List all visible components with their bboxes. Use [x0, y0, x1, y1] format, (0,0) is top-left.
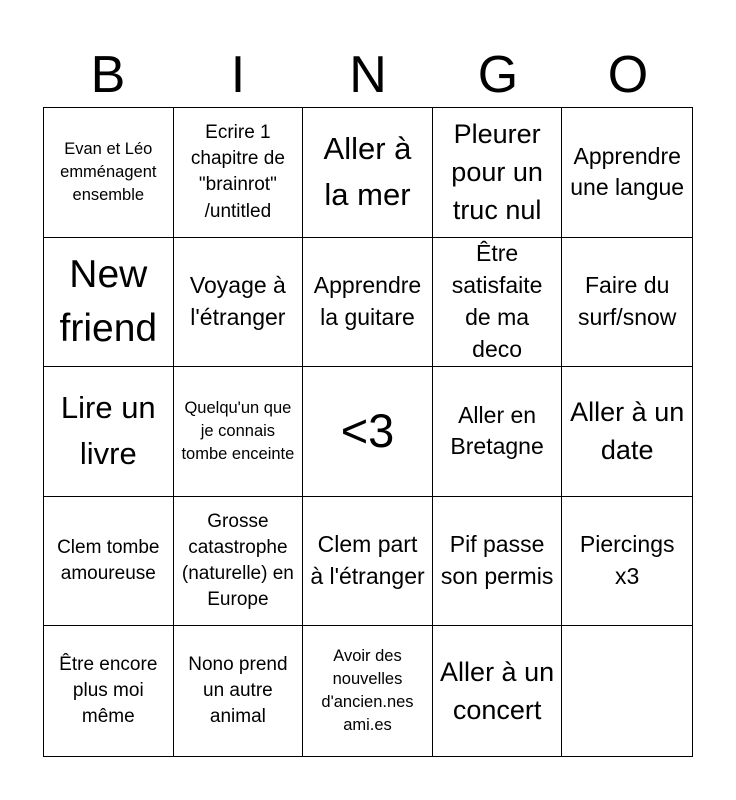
- bingo-header: [43, 42, 693, 108]
- bingo-cell-r5-c4[interactable]: [433, 626, 563, 756]
- bingo-cell-r3-c1[interactable]: [44, 367, 174, 497]
- header-letter-g: G: [477, 46, 519, 104]
- bingo-cell-text: Aller à la mer: [323, 130, 412, 213]
- bingo-cell-text: Pif passe son permis: [440, 531, 554, 590]
- header-letter-o: O: [607, 46, 649, 104]
- bingo-cell-r4-c2[interactable]: [174, 497, 304, 627]
- bingo-cell-r5-c3[interactable]: [303, 626, 433, 756]
- bingo-cell-r1-c5[interactable]: [562, 108, 692, 238]
- bingo-cell-text: Clem tombe amoureuse: [57, 536, 160, 585]
- bingo-cell-r1-c4[interactable]: [433, 108, 563, 238]
- bingo-cell-r4-c3[interactable]: [303, 497, 433, 627]
- bingo-cell-text: Pleurer pour un truc nul: [451, 118, 543, 226]
- bingo-cell-text: Être satisfaite de ma deco: [451, 240, 543, 362]
- bingo-cell-r2-c2[interactable]: [174, 238, 304, 368]
- bingo-cell-text: New friend: [59, 253, 158, 350]
- bingo-cell-r4-c1[interactable]: [44, 497, 174, 627]
- bingo-cell-r4-c5[interactable]: [562, 497, 692, 627]
- bingo-cell-r1-c3[interactable]: [303, 108, 433, 238]
- bingo-cell-r1-c2[interactable]: [174, 108, 304, 238]
- bingo-cell-r3-c3[interactable]: [303, 367, 433, 497]
- bingo-cell-text: Evan et Léo emménagent ensemble: [60, 139, 157, 204]
- bingo-cell-r5-c5[interactable]: [562, 626, 692, 756]
- bingo-cell-r4-c4[interactable]: [433, 497, 563, 627]
- bingo-cell-text: Être encore plus moi même: [59, 653, 158, 728]
- bingo-cell-text: Ecrire 1 chapitre de "brainrot" /untitled: [190, 121, 285, 222]
- bingo-cell-r2-c5[interactable]: [562, 238, 692, 368]
- bingo-cell-text: Voyage à l'étranger: [189, 272, 286, 330]
- bingo-cell-r3-c5[interactable]: [562, 367, 692, 497]
- bingo-cell-text: <3: [340, 404, 395, 458]
- bingo-cell-text: Quelqu'un que je connais tombe enceinte: [181, 398, 295, 464]
- bingo-cell-r3-c4[interactable]: [433, 367, 563, 497]
- bingo-cell-text: Lire un livre: [60, 389, 156, 472]
- bingo-cell-r2-c4[interactable]: [433, 238, 563, 368]
- bingo-cell-r3-c2[interactable]: [174, 367, 304, 497]
- bingo-cell-r5-c1[interactable]: [44, 626, 174, 756]
- bingo-cell-text: Nono prend un autre animal: [188, 653, 288, 728]
- bingo-cell-r1-c1[interactable]: [44, 108, 174, 238]
- bingo-cell-text: Apprendre la guitare: [313, 272, 422, 330]
- bingo-cell-text: Aller à un date: [570, 397, 685, 466]
- bingo-board: [43, 107, 693, 757]
- bingo-cell-r2-c3[interactable]: [303, 238, 433, 368]
- bingo-cell-text: Grosse catastrophe (naturelle) en Europe: [181, 510, 294, 611]
- bingo-cell-text: Faire du surf/snow: [577, 272, 677, 330]
- header-letter-i: I: [230, 46, 246, 104]
- bingo-cell-text: Clem part à l'étranger: [310, 531, 425, 590]
- bingo-cell-r5-c2[interactable]: [174, 626, 304, 756]
- bingo-cell-text: Avoir des nouvelles d'ancien.nes ami.es: [321, 647, 414, 735]
- bingo-cell-text: Apprendre une langue: [570, 142, 685, 201]
- bingo-cell-r2-c1[interactable]: [44, 238, 174, 368]
- header-letter-b: B: [90, 46, 126, 104]
- header-letter-n: N: [349, 46, 387, 104]
- bingo-cell-text: Piercings x3: [579, 531, 675, 590]
- bingo-cell-text: Aller en Bretagne: [450, 401, 544, 460]
- bingo-cell-text: Aller à un concert: [440, 656, 555, 726]
